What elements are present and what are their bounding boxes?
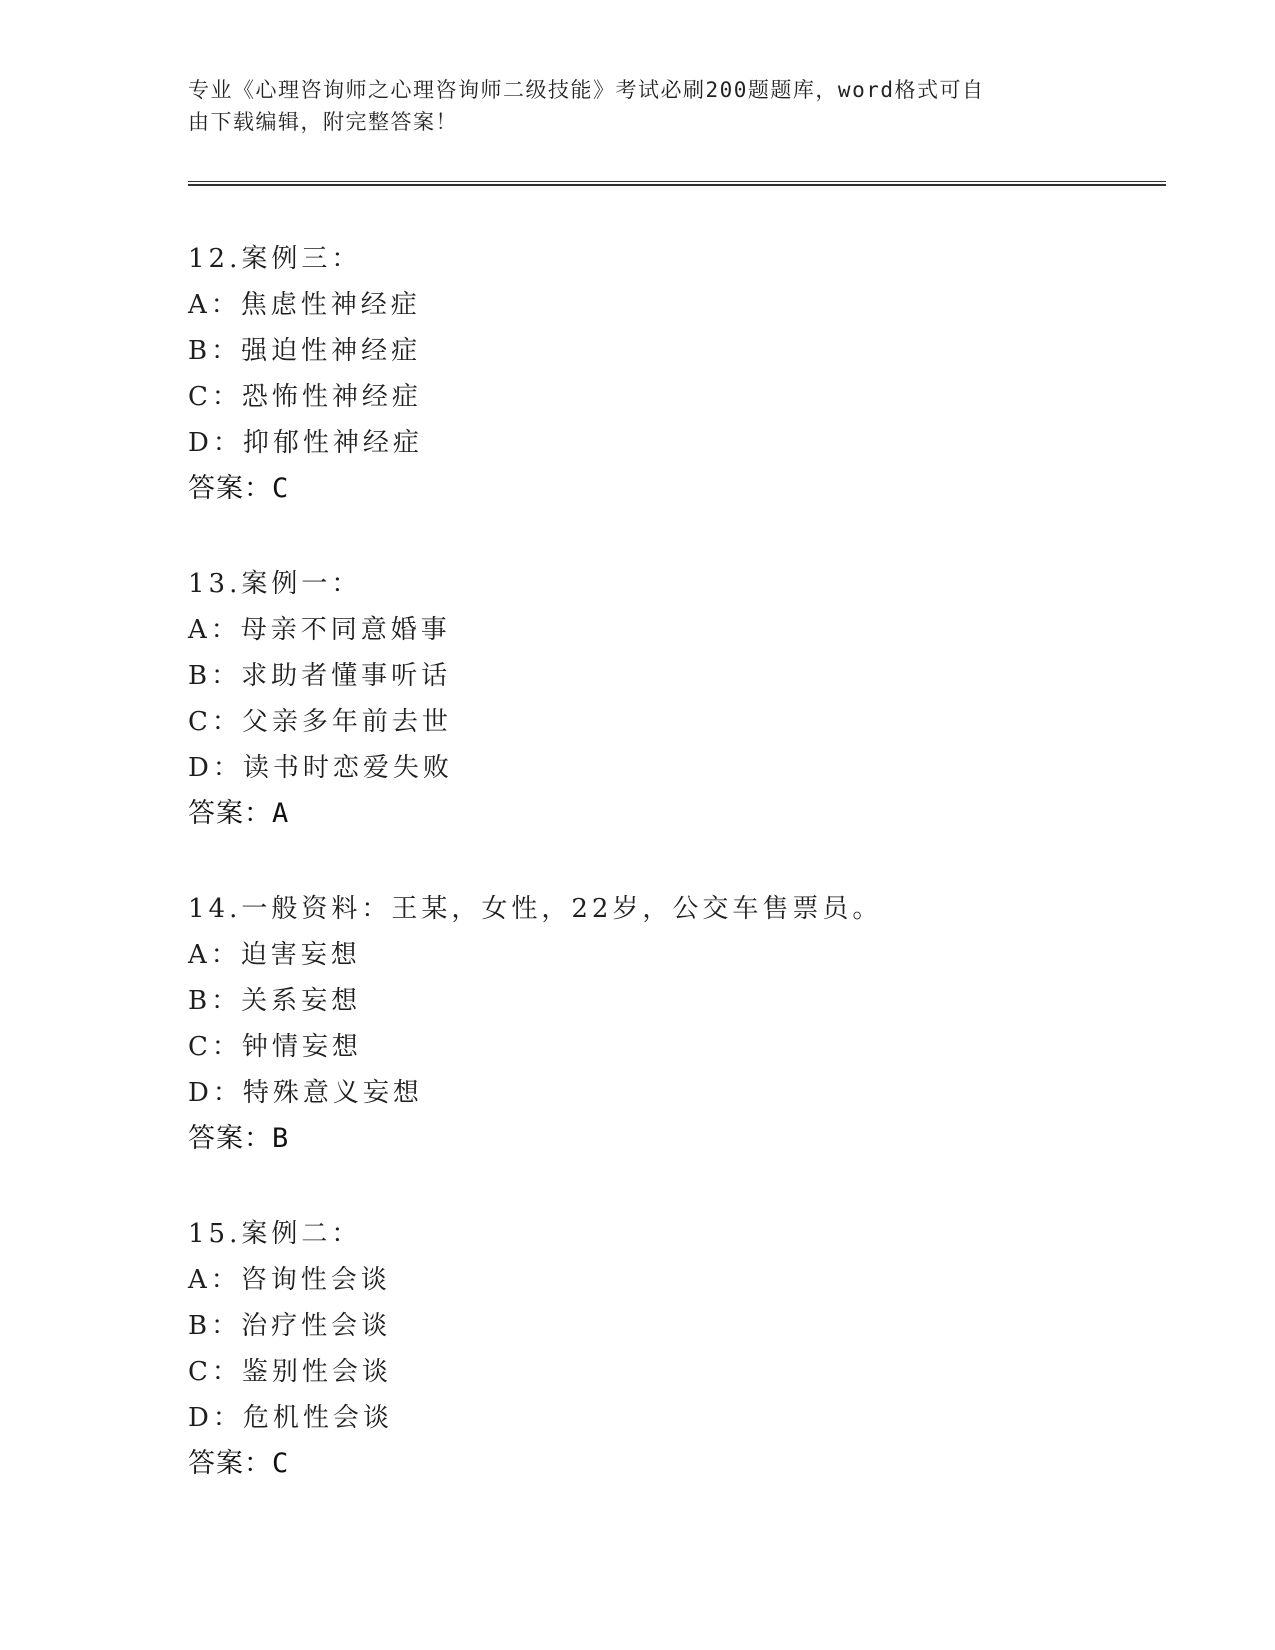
option-b: B：关系妄想 <box>188 986 362 1016</box>
option-a: A：母亲不同意婚事 <box>188 615 451 645</box>
option-c: C：钟情妄想 <box>188 1032 362 1062</box>
answer-line: 答案：C <box>188 1448 290 1479</box>
question-stem: 15.案例二： <box>188 1219 362 1249</box>
option-b: B：强迫性神经症 <box>188 336 422 366</box>
answer-line: 答案：C <box>188 473 290 504</box>
question-stem: 13.案例一： <box>188 569 362 599</box>
question-12 <box>188 236 1168 512</box>
option-b: B：求助者懂事听话 <box>188 661 452 691</box>
question-stem: 14.一般资料：王某，女性，22岁，公交车售票员。 <box>188 894 883 924</box>
answer-line: 答案：A <box>188 798 290 829</box>
question-stem: 12.案例三： <box>188 244 362 274</box>
option-a: A：焦虑性神经症 <box>188 290 421 320</box>
option-a: A：迫害妄想 <box>188 940 361 970</box>
question-list <box>188 236 1168 1536</box>
header-divider-top <box>188 181 1166 182</box>
question-14 <box>188 886 1168 1162</box>
header-divider-bottom <box>188 184 1166 186</box>
option-d: D：特殊意义妄想 <box>188 1078 423 1108</box>
option-c: C：父亲多年前去世 <box>188 707 452 737</box>
document-header <box>188 74 1068 138</box>
intro-line-2: 由下载编辑，附完整答案！ <box>188 110 458 134</box>
question-15 <box>188 1211 1168 1487</box>
answer-line: 答案：B <box>188 1123 290 1154</box>
option-c: C：恐怖性神经症 <box>188 382 422 412</box>
option-b: B：治疗性会谈 <box>188 1311 392 1341</box>
question-13 <box>188 561 1168 837</box>
intro-line-1: 专业《心理咨询师之心理咨询师二级技能》考试必刷200题题库，word格式可自 <box>188 78 985 102</box>
option-c: C：鉴别性会谈 <box>188 1357 392 1387</box>
option-d: D：危机性会谈 <box>188 1403 393 1433</box>
option-d: D：抑郁性神经症 <box>188 428 423 458</box>
option-d: D：读书时恋爱失败 <box>188 753 453 783</box>
option-a: A：咨询性会谈 <box>188 1265 391 1295</box>
